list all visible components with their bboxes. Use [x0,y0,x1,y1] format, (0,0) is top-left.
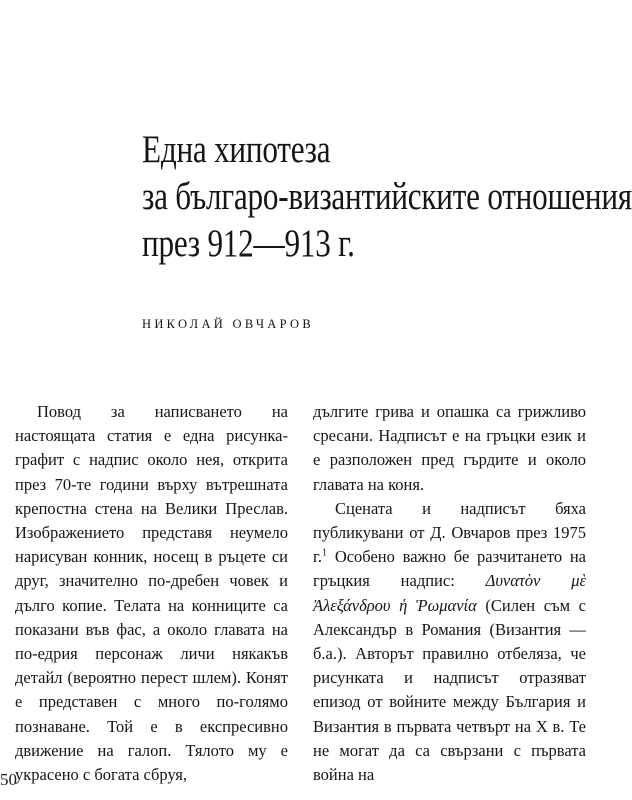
greek-inscription: Δυνατὸν μὲ Ἀλεξάνδρου ἡ Ῥωμανία [313,571,586,615]
paragraph-text: Особено важно бе разчитането на гръцкия надпис: [313,547,586,591]
article-title [142,126,632,267]
paragraph-text: (Силен съм с Александър в Романия (Византия — б.а.). Авторът правилно отбеляза, че рисунката и надписът отразяват епизод от войните между България и Византия в първата четвърт на X в. Те не могат да са свързани с първата война на [313,595,586,785]
title-line-3: през 912—913 г. [142,222,355,265]
left-column [15,400,288,785]
paragraph-text: Сцената и надписът бяха публикувани от Д. Овчаров през 1975 г. [313,498,586,567]
title-line-1: Една хипотеза [142,128,331,171]
title-line-2: за българо-византийските отношения [142,175,632,218]
right-column [313,400,586,785]
page-number: 50 [0,770,17,789]
body-paragraph [313,497,586,787]
footnote-reference[interactable]: 1 [322,547,328,559]
body-paragraph: Повод за написването на настоящата статия е една рисунка-графит с надпис около нея, открита през 70-те години върху вътрешната крепостна стена на Велики Преслав. Изображението представя неумело нарисуван конник, носещ в ръцете си друг, значително по-дребен човек и дълго копие. Телата на конниците са показани във фас, а около главата на по-едрия персонаж личи някакъв детайл (вероятно перест шлем). Конят е представен с много по-голямо познаване. Той е в експресивно движение на галоп. Тялото му е украсено с богата сбруя, [15,402,288,785]
body-paragraph-continued: дългите грива и опашка са грижливо сресани. Надписът е на гръцки език и е разположен пред гърдите и около главата на коня. [313,402,586,494]
author-name: НИКОЛАЙ ОВЧАРОВ [142,317,315,331]
